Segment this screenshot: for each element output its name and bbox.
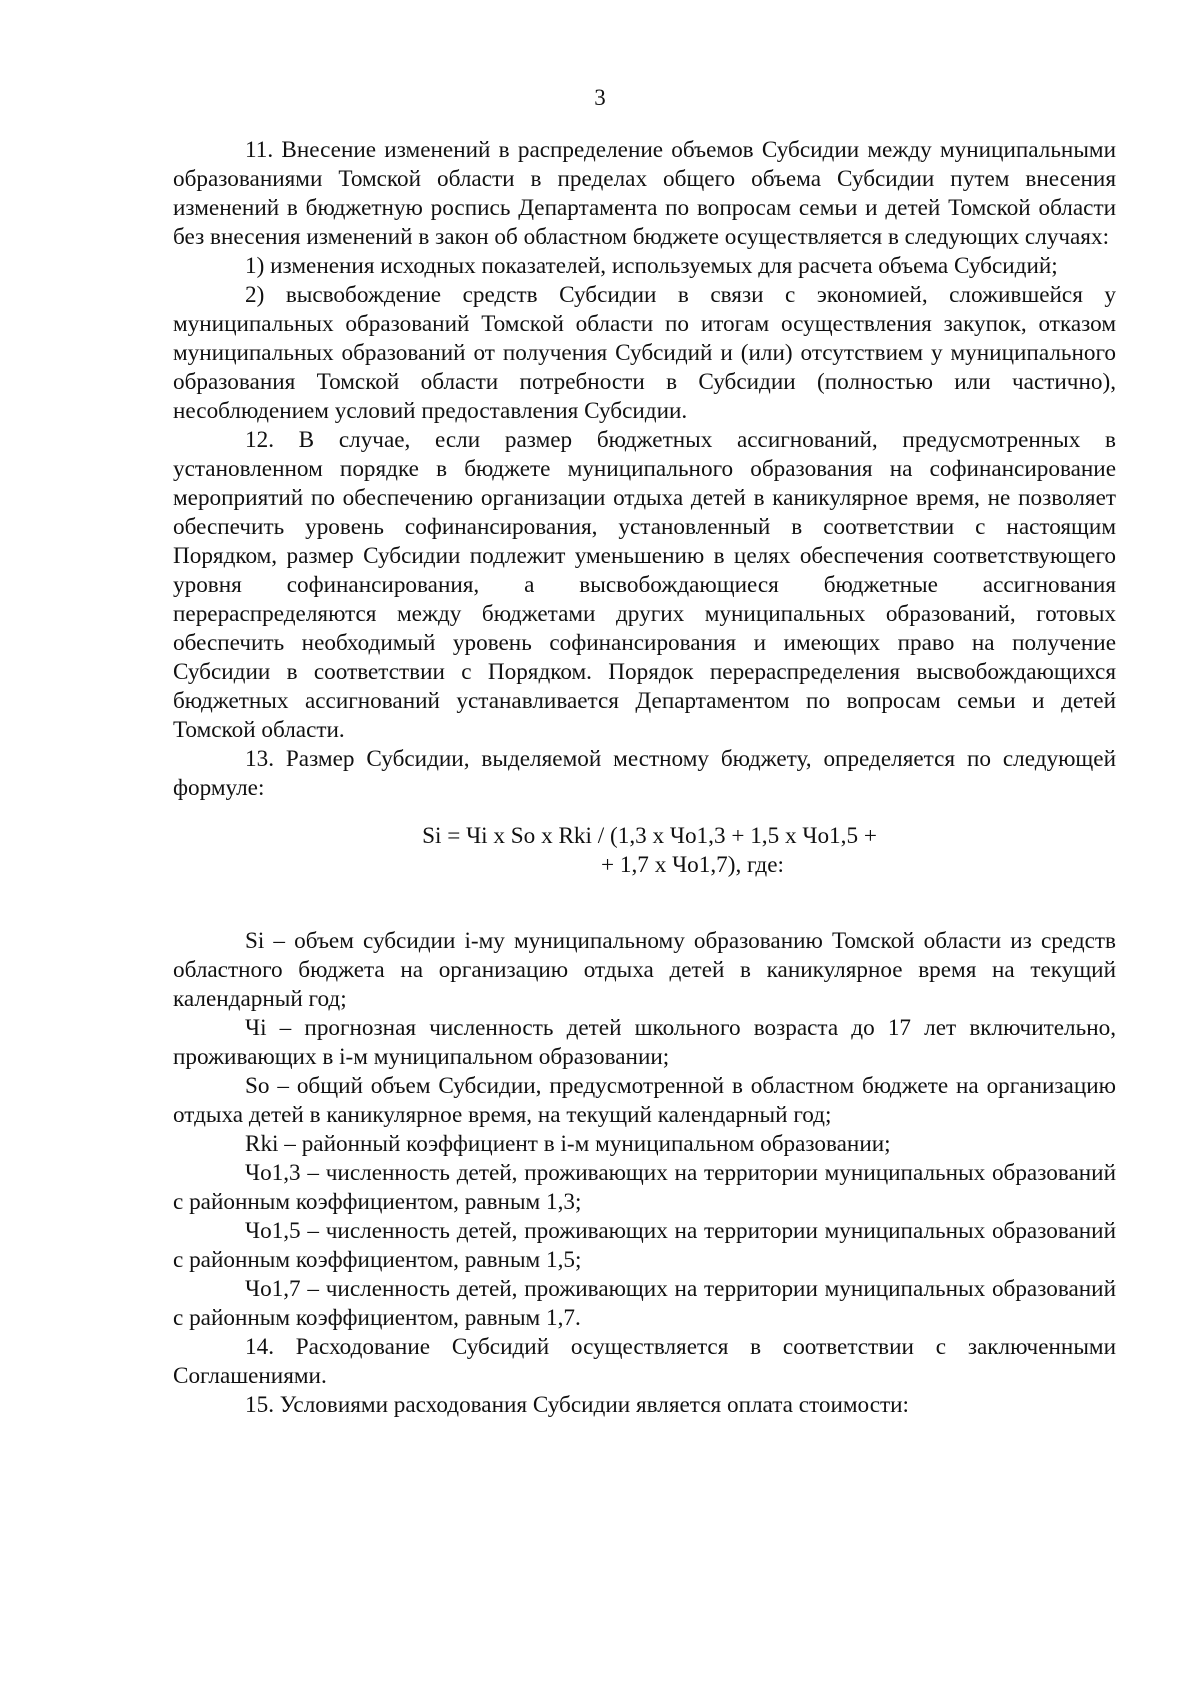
paragraph-11: 11. Внесение изменений в распределение объемов Субсидии между муниципальными образованиями Томской области в пределах общего объема Субсидии путем внесения изменений в бюджетную роспись Департамента по вопросам семьи и детей Томской области без внесения изменений в закон об областном бюджете осуществляется в следующих случаях: <box>173 137 1116 250</box>
definition-cho-1-5: Чо1,5 – численность детей, проживающих на территории муниципальных образований с районным коэффициентом, равным 1,5; <box>173 1218 1116 1273</box>
paragraph-13: 13. Размер Субсидии, выделяемой местному бюджету, определяется по следующей формуле: <box>173 746 1116 801</box>
definition-cho-1-3: Чо1,3 – численность детей, проживающих на территории муниципальных образований с районным коэффициентом, равным 1,3; <box>173 1160 1116 1215</box>
paragraph-14: 14. Расходование Субсидий осуществляется в соответствии с заключенными Соглашениями. <box>173 1334 1116 1389</box>
formula-line-1: Si = Чi x So x Rki / (1,3 x Чо1,3 + 1,5 x Чо1,5 + <box>422 823 877 849</box>
definition-rki: Rki – районный коэффициент в i-м муниципальном образовании; <box>245 1131 891 1157</box>
document-body <box>173 136 1116 1420</box>
page-number: 3 <box>594 85 606 110</box>
paragraph-11-item-2: 2) высвобождение средств Субсидии в связи с экономией, сложившейся у муниципальных образований Томской области по итогам осуществления закупок, отказом муниципальных образований от получения Субсидий и (или) отсутствием у муниципального образования Томской области потребности в Субсидии (полностью или частично), несоблюдением условий предоставления Субсидии. <box>173 282 1116 424</box>
definition-cho-1-7: Чо1,7 – численность детей, проживающих на территории муниципальных образований с районным коэффициентом, равным 1,7. <box>173 1276 1116 1331</box>
paragraph-11-item-1: 1) изменения исходных показателей, используемых для расчета объема Субсидий; <box>245 253 1058 279</box>
formula-line-2: + 1,7 x Чо1,7), где: <box>601 852 784 878</box>
paragraph-15: 15. Условиями расходования Субсидии является оплата стоимости: <box>245 1392 909 1418</box>
paragraph-12: 12. В случае, если размер бюджетных ассигнований, предусмотренных в установленном порядке в бюджете муниципального образования на софинансирование мероприятий по обеспечению организации отдыха детей в каникулярное время, не позволяет обеспечить уровень софинансирования, установленный в соответствии с настоящим Порядком, размер Субсидии подлежит уменьшению в целях обеспечения соответствующего уровня софинансирования, а высвобождающиеся бюджетные ассигнования перераспределяются между бюджетами других муниципальных образований, готовых обеспечить необходимый уровень софинансирования и имеющих право на получение Субсидии в соответствии с Порядком. Порядок перераспределения высвобождающихся бюджетных ассигнований устанавливается Департаментом по вопросам семьи и детей Томской области. <box>173 427 1116 743</box>
definition-so: So – общий объем Субсидии, предусмотренной в областном бюджете на организацию отдыха детей в каникулярное время, на текущий календарный год; <box>173 1073 1116 1128</box>
subsidy-formula <box>173 822 1116 880</box>
definition-chi: Чi – прогнозная численность детей школьного возраста до 17 лет включительно, проживающих в i-м муниципальном образовании; <box>173 1015 1116 1070</box>
definition-si: Si – объем субсидии i-му муниципальному образованию Томской области из средств областного бюджета на организацию отдыха детей в каникулярное время на текущий календарный год; <box>173 928 1116 1012</box>
